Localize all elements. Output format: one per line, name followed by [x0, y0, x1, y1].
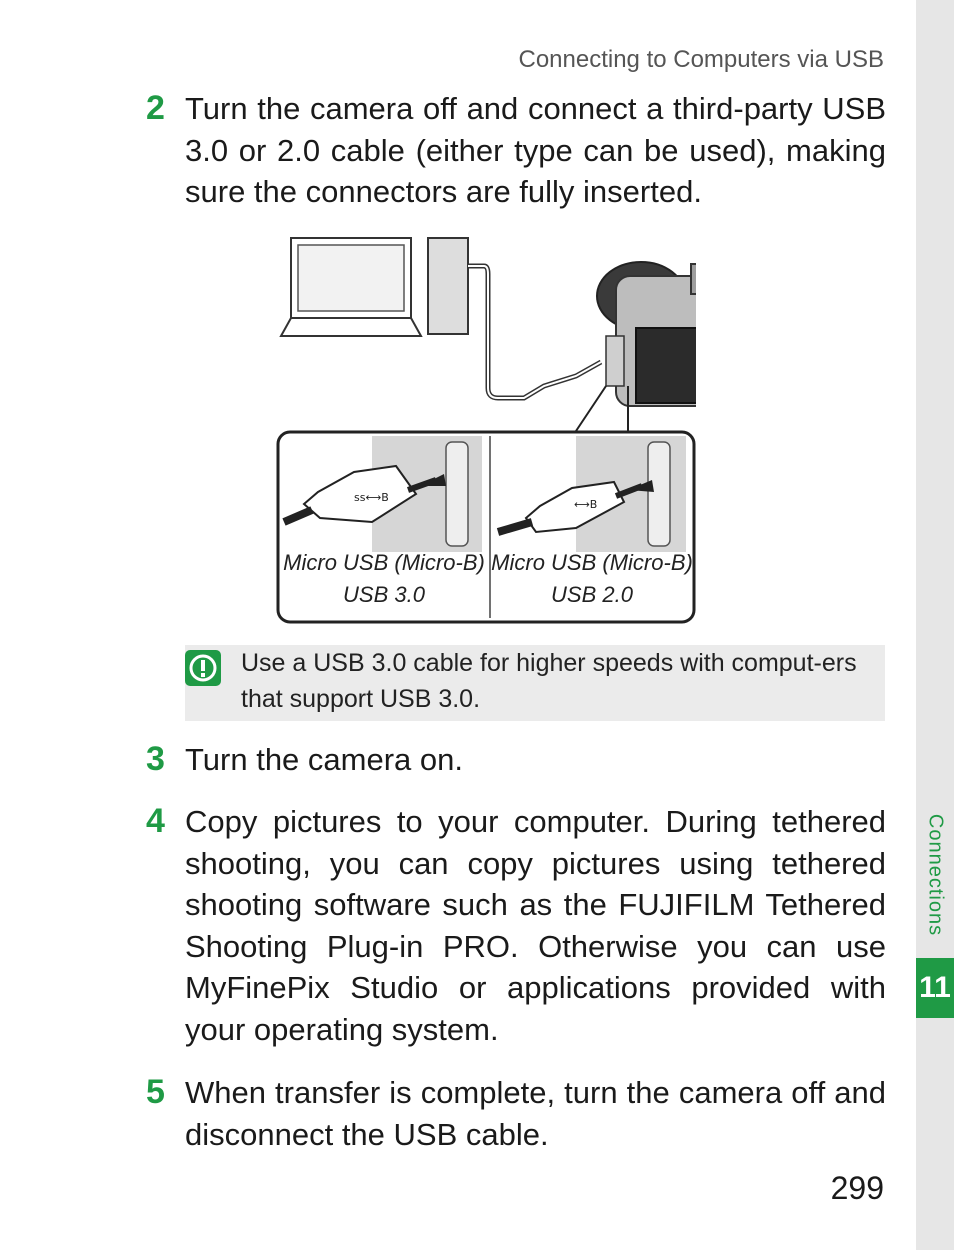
camera-icon — [597, 254, 696, 406]
caption-usb3 — [278, 550, 490, 608]
usb2-plug-label: ⟷B — [574, 498, 598, 511]
section-label — [916, 795, 954, 955]
chapter-number: 11 — [919, 971, 951, 1004]
step-number: 4 — [146, 802, 165, 840]
caption-usb2 — [490, 550, 694, 608]
caution-icon — [185, 650, 221, 686]
step-text: Copy pictures to your computer. During tethered shooting, you can copy pictures using tethered shooting software such as the FUJIFILM Tethered Shooting Plug-in PRO. Otherwise you can use MyFinePix Studio or applications provided with your operating system. — [185, 804, 886, 1047]
usb-connection-illustration — [276, 236, 696, 626]
caption-usb2-line2: USB 2.0 — [551, 582, 633, 607]
step-5 — [146, 1072, 886, 1155]
caption-usb3-line1: Micro USB (Micro-B) — [283, 550, 485, 575]
caption-usb3-line2: USB 3.0 — [343, 582, 425, 607]
note-text: Use a USB 3.0 cable for higher speeds with comput-ers that support USB 3.0. — [241, 649, 857, 713]
page-number: 299 — [830, 1170, 884, 1206]
step-4 — [146, 801, 886, 1050]
usb3-plug-label: ss⟷B — [354, 491, 389, 504]
step-text: Turn the camera on. — [185, 742, 463, 777]
section-label-text: Connections — [924, 813, 947, 937]
step-text: When transfer is complete, turn the camera off and disconnect the USB cable. — [185, 1075, 886, 1152]
side-strip — [916, 0, 954, 1250]
step-number: 2 — [146, 89, 165, 127]
step-text: Turn the camera off and connect a third-party USB 3.0 or 2.0 cable (either type can be used), making sure the connectors are fully inserted. — [185, 91, 886, 209]
step-number: 5 — [146, 1073, 165, 1111]
caption-usb2-line1: Micro USB (Micro-B) — [491, 550, 693, 575]
step-2 — [146, 88, 886, 213]
step-number: 3 — [146, 740, 165, 778]
chapter-tab — [916, 958, 954, 1018]
running-head: Connecting to Computers via USB — [518, 46, 884, 73]
caution-note — [185, 645, 885, 721]
step-3 — [146, 739, 886, 781]
computer-icon — [281, 238, 468, 336]
